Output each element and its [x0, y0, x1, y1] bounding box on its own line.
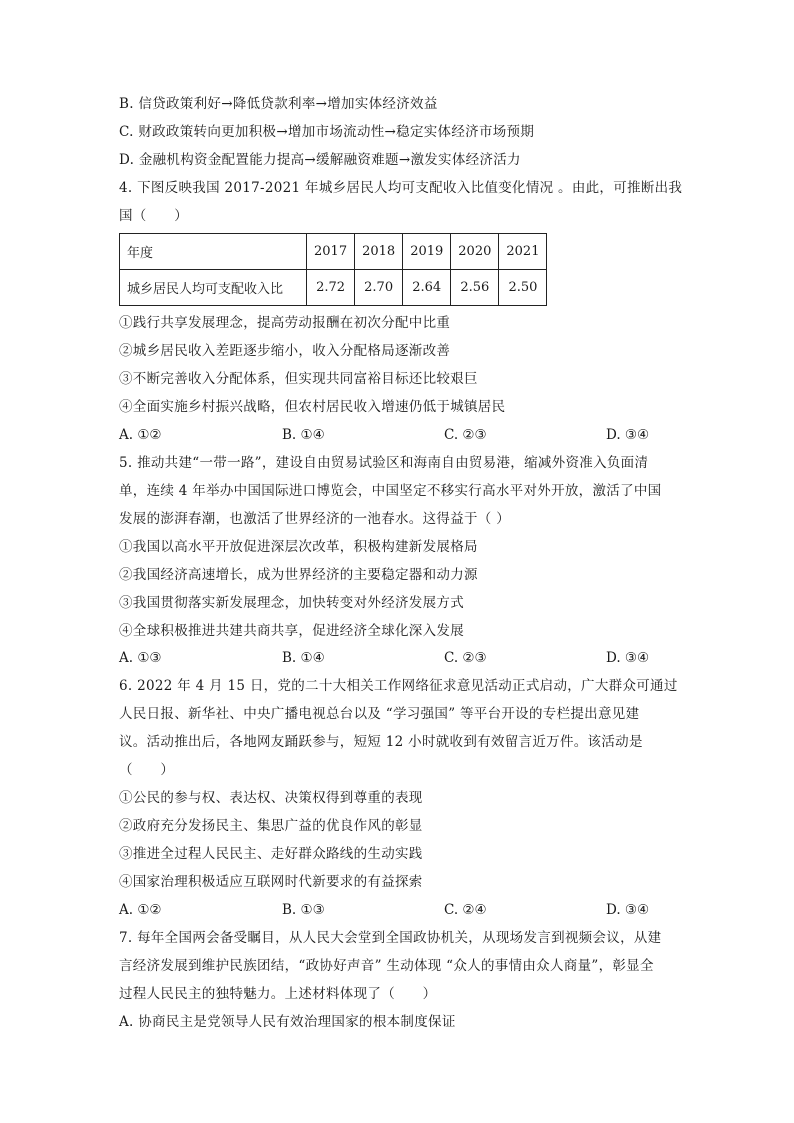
- table-value-2018: 2.70: [355, 270, 403, 306]
- q6-stem-line2: 人民日报、新华社、中央广播电视总台以及 “学习强国” 等平台开设的专栏提出意见建: [119, 706, 640, 722]
- q5-stem-line1: 5. 推动共建“一带一路”，建设自由贸易试验区和海南自由贸易港，缩减外资准入负面清: [119, 455, 649, 471]
- q4-item-2: ②城乡居民收入差距逐步缩小，收入分配格局逐渐改善: [119, 343, 451, 359]
- q5-item-1: ①我国以高水平开放促进深层次改革，积极构建新发展格局: [119, 539, 478, 555]
- table-value-2017: 2.72: [307, 270, 355, 306]
- q6-item-2: ②政府充分发扬民主、集思广益的优良作风的彰显: [119, 818, 423, 834]
- q6-item-1: ①公民的参与权、表达权、决策权得到尊重的表现: [119, 790, 423, 806]
- table-row-label: 城乡居民人均可支配收入比: [120, 270, 307, 306]
- q6-choice-d: D. ③④: [606, 902, 650, 918]
- q4-item-1: ①践行共享发展理念，提高劳动报酬在初次分配中比重: [119, 315, 451, 331]
- table-header-row: [120, 234, 547, 270]
- q5-item-2: ②我国经济高速增长，成为世界经济的主要稳定器和动力源: [119, 567, 478, 583]
- q6-item-3: ③推进全过程人民民主、走好群众路线的生动实践: [119, 846, 423, 862]
- q5-item-3: ③我国贯彻落实新发展理念，加快转变对外经济发展方式: [119, 595, 464, 611]
- q6-choice-a: A. ①②: [119, 902, 162, 918]
- q6-stem-line4: （ ）: [119, 762, 175, 778]
- q6-choice-c: C. ②④: [444, 902, 487, 918]
- q7-stem-line1: 7. 每年全国两会备受瞩目，从人民大会堂到全国政协机关，从现场发言到视频会议，从建: [119, 930, 662, 946]
- q5-choice-d: D. ③④: [606, 650, 650, 666]
- q3-option-d: D. 金融机构资金配置能力提高→缓解融资难题→激发实体经济活力: [119, 152, 521, 168]
- table-year-2019: 2019: [403, 234, 451, 270]
- table-value-2019: 2.64: [403, 270, 451, 306]
- q4-choice-d: D. ③④: [606, 427, 650, 443]
- q7-stem-line3: 过程人民民主的独特魅力。上述材料体现了（ ）: [119, 986, 437, 1002]
- table-year-2021: 2021: [499, 234, 547, 270]
- table-year-2020: 2020: [451, 234, 499, 270]
- q3-option-b: B. 信贷政策利好→降低贷款利率→增加实体经济效益: [119, 96, 438, 112]
- q4-item-4: ④全面实施乡村振兴战略，但农村居民收入增速仍低于城镇居民: [119, 399, 506, 415]
- q6-item-4: ④国家治理积极适应互联网时代新要求的有益探索: [119, 874, 423, 890]
- q6-stem-line3: 议。活动推出后，各地网友踊跃参与，短短 12 小时就收到有效留言近万件。该活动是: [119, 734, 643, 750]
- q4-choice-a: A. ①②: [119, 427, 162, 443]
- q5-choice-c: C. ②③: [444, 650, 487, 666]
- q4-choice-b: B. ①④: [282, 427, 325, 443]
- q4-stem-line1: 4. 下图反映我国 2017-2021 年城乡居民人均可支配收入比值变化情况 。由此，可推断出我: [119, 180, 683, 196]
- q4-item-3: ③不断完善收入分配体系，但实现共同富裕目标还比较艰巨: [119, 371, 478, 387]
- table-year-2018: 2018: [355, 234, 403, 270]
- q5-choice-a: A. ①③: [119, 650, 162, 666]
- table-value-2020: 2.56: [451, 270, 499, 306]
- table-year-2017: 2017: [307, 234, 355, 270]
- q6-choice-b: B. ①③: [282, 902, 325, 918]
- q5-stem-line3: 发展的澎湃春潮，也激活了世界经济的一池春水。这得益于（ ）: [119, 511, 510, 527]
- q5-item-4: ④全球积极推进共建共商共享，促进经济全球化深入发展: [119, 623, 464, 639]
- income-ratio-table: [119, 233, 547, 306]
- q3-option-c: C. 财政政策转向更加积极→增加市场流动性→稳定实体经济市场预期: [119, 124, 535, 140]
- table-value-row: [120, 270, 547, 306]
- q4-stem-line2: 国（ ）: [119, 208, 188, 224]
- table-header-label: 年度: [120, 234, 307, 270]
- q5-choice-b: B. ①④: [282, 650, 325, 666]
- q7-stem-line2: 言经济发展到维护民族团结，“政协好声音” 生动体现 “众人的事情由众人商量”，彰显全: [119, 958, 654, 974]
- q6-stem-line1: 6. 2022 年 4 月 15 日，党的二十大相关工作网络征求意见活动正式启动，广大群众可通过: [119, 678, 678, 694]
- table-value-2021: 2.50: [499, 270, 547, 306]
- q7-option-a: A. 协商民主是党领导人民有效治理国家的根本制度保证: [119, 1014, 456, 1030]
- q5-stem-line2: 单，连续 4 年举办中国国际进口博览会，中国坚定不移实行高水平对外开放，激活了中国: [119, 483, 662, 499]
- q4-choice-c: C. ②③: [444, 427, 487, 443]
